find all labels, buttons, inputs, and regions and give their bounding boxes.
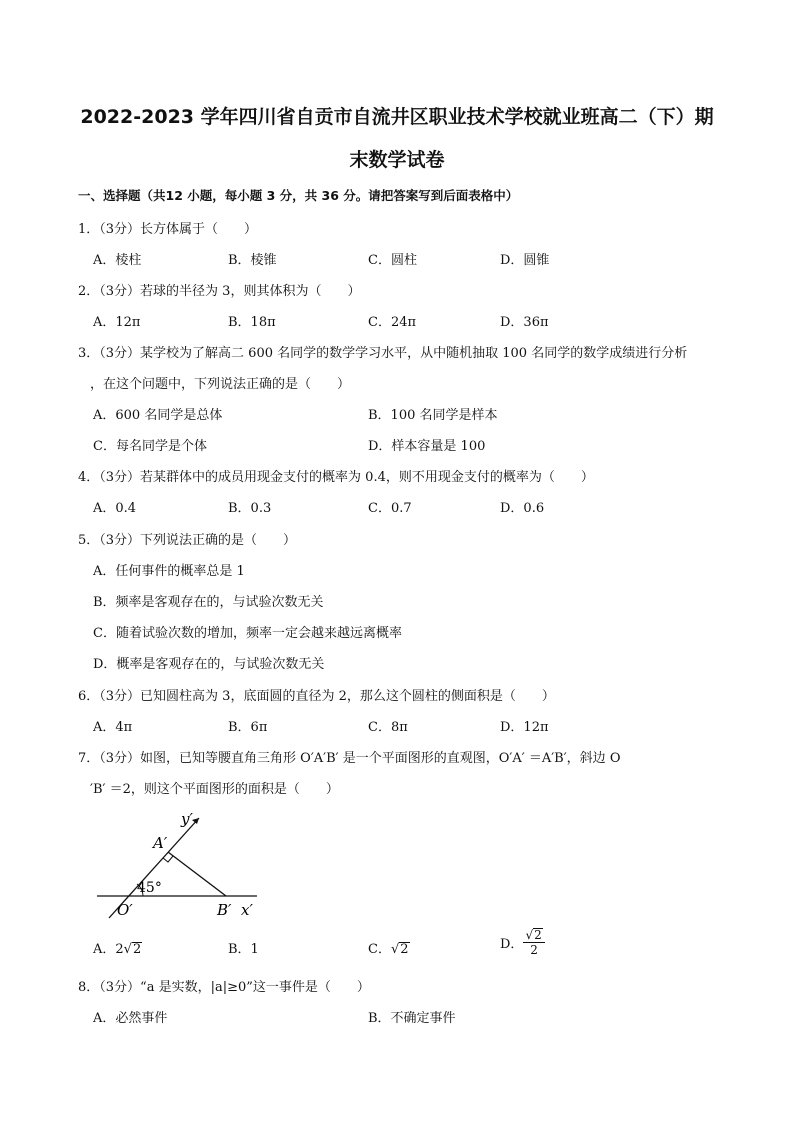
q3-option-d: D．样本容量是 100 xyxy=(368,439,486,454)
q7-triangle-figure xyxy=(95,808,265,920)
question-4-stem: 4．（3分）若某群体中的成员用现金支付的概率为 0.4，则不用现金支付的概率为（ ） xyxy=(78,470,594,485)
q7-option-d-prefix: D． xyxy=(500,937,524,952)
sqrt-symbol: √ xyxy=(390,942,400,957)
q3-option-b: B．100 名同学是样本 xyxy=(368,408,498,423)
exam-title-line2: 末数学试卷 xyxy=(349,149,445,171)
q7-option-a xyxy=(93,938,142,957)
q2-option-b: B．18π xyxy=(228,315,276,330)
sqrt-symbol: √ xyxy=(525,928,534,942)
sqrt-symbol: √ xyxy=(123,942,132,957)
q6-option-c: C．8π xyxy=(368,720,408,735)
q5-option-c: C．随着试验次数的增加，频率一定会越来越远离概率 xyxy=(93,626,402,641)
y-axis-arrow xyxy=(192,818,199,824)
q7-option-a-radicand: 2 xyxy=(132,942,142,957)
q5-option-b: B．频率是客观存在的，与试验次数无关 xyxy=(93,595,324,610)
q4-option-c: C．0.7 xyxy=(368,501,412,516)
q4-option-d: D．0.6 xyxy=(500,501,545,516)
q7-option-c-prefix: C． xyxy=(368,942,391,957)
q7-option-b: B．1 xyxy=(228,942,259,957)
q3-option-a: A．600 名同学是总体 xyxy=(93,408,223,423)
hypotenuse-line xyxy=(168,852,226,896)
x-prime-label: x′ xyxy=(241,901,253,919)
q6-option-b: B．6π xyxy=(228,720,268,735)
q8-option-a: A．必然事件 xyxy=(93,1011,168,1026)
q5-option-d: D．概率是客观存在的，与试验次数无关 xyxy=(93,657,325,672)
q1-option-c: C．圆柱 xyxy=(368,253,417,268)
o-prime-label: O′ xyxy=(117,901,133,919)
q6-option-d: D．12π xyxy=(500,720,549,735)
numerator-radicand: 2 xyxy=(534,928,542,942)
q2-option-a: A．12π xyxy=(93,315,141,330)
q8-option-b: B．不确定事件 xyxy=(368,1011,456,1026)
q4-option-b: B．0.3 xyxy=(228,501,272,516)
q7-option-d xyxy=(500,928,545,957)
q1-option-b: B．棱锥 xyxy=(228,253,277,268)
q3-option-c: C．每名同学是个体 xyxy=(93,439,207,454)
q2-option-c: C．24π xyxy=(368,315,417,330)
y-prime-label: y′ xyxy=(181,810,193,828)
q5-option-a: A．任何事件的概率总是 1 xyxy=(93,564,245,579)
q1-option-a: A．棱柱 xyxy=(93,253,142,268)
b-prime-label: B′ xyxy=(217,901,232,919)
question-7-stem: 7．（3分）如图，已知等腰直角三角形 O′A′B′ 是一个平面图形的直观图，O′A′ ＝A′B′，斜边 O xyxy=(78,751,621,766)
angle-45-label: 45° xyxy=(137,880,162,896)
q6-option-a: A．4π xyxy=(93,720,133,735)
exam-title-line1: 2022-2023 学年四川省自贡市自流井区职业技术学校就业班高二（下）期 xyxy=(80,106,714,128)
question-3-stem-cont: ，在这个问题中，下列说法正确的是（ ） xyxy=(90,377,351,392)
question-3-stem: 3．（3分）某学校为了解高二 600 名同学的数学学习水平，从中随机抽取 100 名同学的数学成绩进行分析 xyxy=(78,346,688,361)
question-1-stem: 1．（3分）长方体属于（ ） xyxy=(78,222,258,237)
question-2-stem: 2．（3分）若球的半径为 3，则其体积为（ ） xyxy=(78,284,361,299)
a-prime-label: A′ xyxy=(153,834,168,852)
fraction-numerator xyxy=(523,928,544,943)
q7-option-d-fraction xyxy=(523,928,544,957)
q1-option-d: D．圆锥 xyxy=(500,253,550,268)
q7-option-c-radicand: 2 xyxy=(400,942,409,957)
question-6-stem: 6．（3分）已知圆柱高为 3，底面圆的直径为 2，那么这个圆柱的侧面积是（ ） xyxy=(78,689,555,704)
section-heading: 一、选择题（共12 小题，每小题 3 分，共 36 分。请把答案写到后面表格中） xyxy=(78,188,519,203)
q7-option-a-prefix: A．2 xyxy=(93,942,124,957)
question-8-stem: 8．（3分）“a 是实数，|a|≥0”这一事件是（ ） xyxy=(78,980,370,995)
q4-option-a: A．0.4 xyxy=(93,501,137,516)
q7-option-c xyxy=(368,938,410,957)
q2-option-d: D．36π xyxy=(500,315,549,330)
question-7-stem-cont: ′B′ ＝2，则这个平面图形的面积是（ ） xyxy=(90,782,339,797)
fraction-denominator: 2 xyxy=(530,943,538,957)
question-5-stem: 5．（3分）下列说法正确的是（ ） xyxy=(78,533,297,548)
